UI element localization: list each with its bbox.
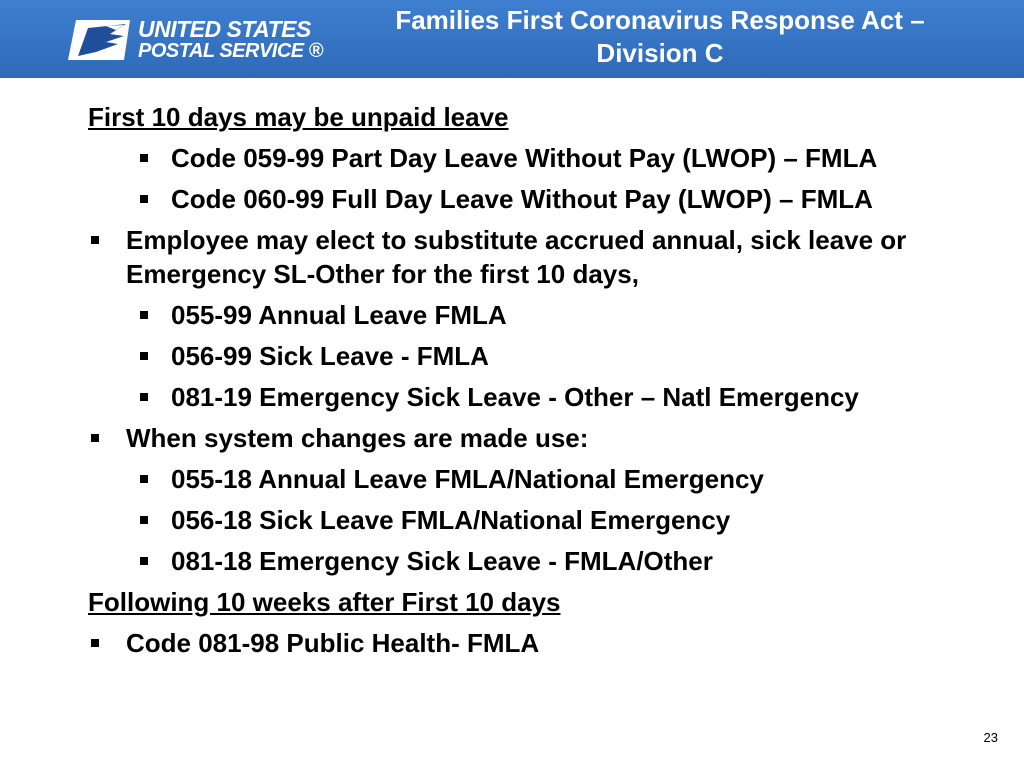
usps-logo xyxy=(66,14,336,66)
list-item xyxy=(88,503,988,537)
bullet-icon xyxy=(140,557,148,565)
list-item xyxy=(88,544,988,578)
list-item-text: 081-19 Emergency Sick Leave - Other – Natl Emergency xyxy=(171,382,859,412)
eagle-icon xyxy=(66,16,132,62)
list-item xyxy=(88,421,988,455)
list-item-text: When system changes are made use: xyxy=(126,423,589,453)
list-item-text: 081-18 Emergency Sick Leave - FMLA/Other xyxy=(171,546,713,576)
list-item-text: Code 059-99 Part Day Leave Without Pay (LWOP) – FMLA xyxy=(171,143,878,173)
list-item-text: 056-99 Sick Leave - FMLA xyxy=(171,341,489,371)
logo-text-line2: POSTAL SERVICE ® xyxy=(138,40,323,62)
list-item xyxy=(88,462,988,496)
list-item-text: 055-99 Annual Leave FMLA xyxy=(171,300,507,330)
bullet-icon xyxy=(140,475,148,483)
bullet-icon xyxy=(140,352,148,360)
bullet-icon xyxy=(91,434,99,442)
list-item xyxy=(88,182,988,216)
slide-body xyxy=(88,100,988,660)
bullet-icon xyxy=(91,639,99,647)
slide-title-line1: Families First Coronavirus Response Act – xyxy=(395,5,925,35)
slide-title xyxy=(350,4,970,70)
header-divider xyxy=(0,78,1024,82)
list-item-text: 056-18 Sick Leave FMLA/National Emergency xyxy=(171,505,731,535)
list-item xyxy=(88,626,988,660)
list-item xyxy=(88,380,988,414)
section-heading-following: Following 10 weeks after First 10 days xyxy=(88,587,561,617)
logo-text-line1: UNITED STATES xyxy=(138,16,311,42)
bullet-icon xyxy=(140,393,148,401)
page-number: 23 xyxy=(983,730,998,745)
list-item-text: Employee may elect to substitute accrued annual, sick leave or Emergency SL-Other for the first 10 days, xyxy=(126,225,907,289)
list-item xyxy=(88,298,988,332)
list-item xyxy=(88,339,988,373)
slide-title-line2: Division C xyxy=(596,38,724,68)
header-bar xyxy=(0,0,1024,78)
list-item-text: Code 081-98 Public Health- FMLA xyxy=(126,628,540,658)
section-heading-unpaid: First 10 days may be unpaid leave xyxy=(88,102,509,132)
bullet-icon xyxy=(140,195,148,203)
bullet-icon xyxy=(140,311,148,319)
bullet-icon xyxy=(140,516,148,524)
list-item-text: 055-18 Annual Leave FMLA/National Emergency xyxy=(171,464,764,494)
list-item xyxy=(88,141,988,175)
bullet-icon xyxy=(140,154,148,162)
bullet-icon xyxy=(91,236,99,244)
list-item-text: Code 060-99 Full Day Leave Without Pay (LWOP) – FMLA xyxy=(171,184,873,214)
list-item xyxy=(88,223,988,291)
